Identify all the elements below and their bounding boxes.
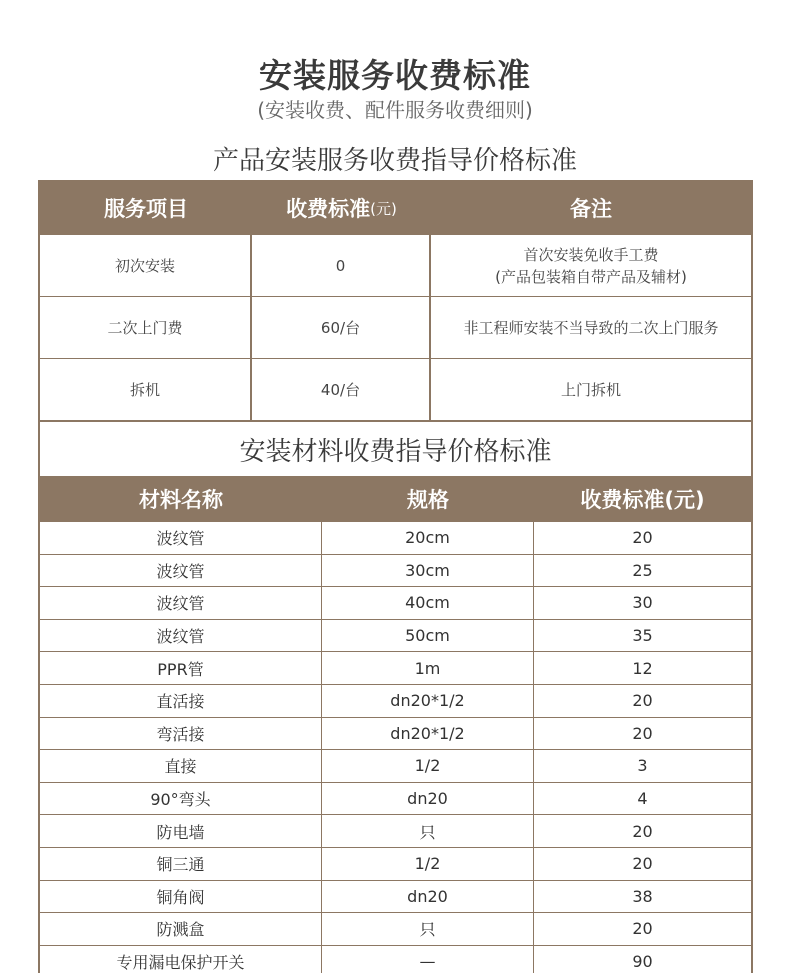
service-item-cell: 拆机 xyxy=(40,359,252,420)
material-fee-cell: 35 xyxy=(632,626,653,646)
service-table-header xyxy=(40,182,751,234)
material-spec-cell: 1/2 xyxy=(322,848,534,880)
material-spec-cell: 1m xyxy=(322,652,534,684)
material-spec-cell: dn20 xyxy=(322,881,534,913)
page-subtitle: (安装收费、配件服务收费细则) xyxy=(257,98,533,122)
material-spec-cell: 20cm xyxy=(322,522,534,554)
service-note-line: 非工程师安装不当导致的二次上门服务 xyxy=(463,318,719,337)
material-name-cell: 直活接 xyxy=(40,685,322,717)
service-note-line: (产品包装箱自带产品及辅材) xyxy=(495,267,687,286)
material-fee-cell: 20 xyxy=(632,919,653,939)
material-table-row xyxy=(40,783,751,816)
service-table-row xyxy=(40,234,751,296)
service-section-title: 产品安装服务收费指导价格标准 xyxy=(212,146,577,176)
column-header-material-name: 材料名称 xyxy=(139,488,223,512)
material-spec-cell: dn20*1/2 xyxy=(322,685,534,717)
material-spec-cell: 只 xyxy=(322,913,534,945)
service-note-line: 首次安装免收手工费 xyxy=(523,245,659,264)
material-fee-cell: 20 xyxy=(632,691,653,711)
service-fee-cell: 0 xyxy=(252,235,431,296)
material-table-row xyxy=(40,848,751,881)
material-table-row xyxy=(40,881,751,914)
material-name-cell: 波纹管 xyxy=(40,522,322,554)
material-table-body xyxy=(40,522,751,973)
material-name-cell: 波纹管 xyxy=(40,620,322,652)
material-table-row xyxy=(40,555,751,588)
material-name-cell: 波纹管 xyxy=(40,555,322,587)
material-spec-cell: 50cm xyxy=(322,620,534,652)
material-table-row xyxy=(40,685,751,718)
service-fee-cell: 60/台 xyxy=(252,297,431,358)
service-item-cell: 初次安装 xyxy=(40,235,252,296)
material-table-row xyxy=(40,913,751,946)
material-fee-cell: 25 xyxy=(632,560,653,580)
material-spec-cell: dn20 xyxy=(322,783,534,815)
material-table-row xyxy=(40,522,751,555)
service-note-cell xyxy=(431,235,751,296)
material-table-row xyxy=(40,620,751,653)
material-table-row xyxy=(40,718,751,751)
material-fee-cell: 38 xyxy=(632,886,653,906)
service-item-cell: 二次上门费 xyxy=(40,297,252,358)
material-name-cell: 防电墙 xyxy=(40,815,322,847)
material-name-cell: 直接 xyxy=(40,750,322,782)
material-name-cell: 铜角阀 xyxy=(40,881,322,913)
service-fee-cell: 40/台 xyxy=(252,359,431,420)
column-header-note: 备注 xyxy=(570,197,612,221)
material-spec-cell: 1/2 xyxy=(322,750,534,782)
material-fee-cell: 20 xyxy=(632,821,653,841)
column-header-item: 服务项目 xyxy=(104,197,188,221)
column-header-spec: 规格 xyxy=(407,488,449,512)
column-header-fee-label: 收费标准 xyxy=(286,197,371,221)
material-fee-cell: 20 xyxy=(632,723,653,743)
price-table-frame xyxy=(38,180,753,973)
material-name-cell: 铜三通 xyxy=(40,848,322,880)
material-table-row xyxy=(40,587,751,620)
service-table-row xyxy=(40,358,751,420)
service-note-line: 上门拆机 xyxy=(560,380,621,399)
column-header-material-fee: 收费标准(元) xyxy=(580,488,705,512)
material-table-header xyxy=(40,476,751,522)
material-name-cell: PPR管 xyxy=(40,652,322,684)
service-note-cell xyxy=(431,297,751,358)
material-section-title: 安装材料收费指导价格标准 xyxy=(40,420,751,476)
material-table-row xyxy=(40,652,751,685)
material-name-cell: 弯活接 xyxy=(40,718,322,750)
material-fee-cell: 20 xyxy=(632,854,653,874)
page-title: 安装服务收费标准 xyxy=(259,56,531,95)
material-name-cell: 专用漏电保护开关 xyxy=(40,946,322,973)
material-fee-cell: 90 xyxy=(632,952,653,972)
material-name-cell: 90°弯头 xyxy=(40,783,322,815)
service-note-cell xyxy=(431,359,751,420)
material-table-row xyxy=(40,815,751,848)
material-spec-cell: dn20*1/2 xyxy=(322,718,534,750)
column-header-fee xyxy=(252,182,431,234)
material-spec-cell: 只 xyxy=(322,815,534,847)
material-fee-cell: 3 xyxy=(637,756,648,776)
column-header-fee-unit: (元) xyxy=(370,199,397,218)
service-table-row xyxy=(40,296,751,358)
material-fee-cell: 30 xyxy=(632,593,653,613)
material-table-row xyxy=(40,946,751,973)
material-fee-cell: 4 xyxy=(637,789,648,809)
material-fee-cell: 20 xyxy=(632,528,653,548)
material-spec-cell: 30cm xyxy=(322,555,534,587)
material-spec-cell: 40cm xyxy=(322,587,534,619)
material-name-cell: 防溅盒 xyxy=(40,913,322,945)
material-table-row xyxy=(40,750,751,783)
material-fee-cell: 12 xyxy=(632,658,653,678)
material-spec-cell: — xyxy=(322,946,534,973)
material-name-cell: 波纹管 xyxy=(40,587,322,619)
